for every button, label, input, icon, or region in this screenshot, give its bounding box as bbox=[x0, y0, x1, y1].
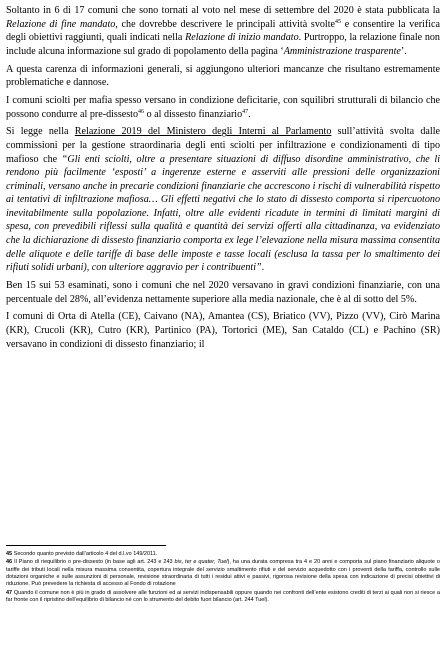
paragraph-relazione-2019: Si legge nella Relazione 2019 del Ministero degli Interni al Parlamento sull’attività svolta dalle commissioni per la gestione straordinaria degli enti sciolti per infiltrazione e condizionamenti di tipo mafioso che “Gli enti sciolti, oltre a presentare situazioni di diffuso disordine amministrativo, che li rendono più facilmente ‘esposti’ a ingerenze esterne e asserviti alle pressioni delle organizzazioni criminali, versano anche in precarie condizioni finanziarie che accrescono i rischi di vulnerabilità rispetto ai tentativi di infiltrazione mafiosa… Gli effetti negativi che lo stato di dissesto comporta si ripercuotono inevitabilmente sulla popolazione. Infatti, oltre alle evidenti ricadute in termini di limitati margini di spesa, con prevedibili riflessi sulla qualità e quantità dei servizi offerti alla cittadinanza, va evidenziato che la dichiarazione di dissesto finanziario comporta ex lege l’elevazione nella misura massima consentita delle aliquote e delle tariffe di base delle imposte e tasse locali (esclusa la tassa per lo smaltimento dei rifiuti solidi urbani), con ulteriore aggravio per i contribuenti”. bbox=[6, 126, 440, 274]
ministry-quote: “Gli enti sciolti, oltre a presentare situazioni di diffuso disordine amministrativo, che li rendono più facilmente ‘esposti’ a ingerenze esterne e asserviti alle pressioni delle organizzazioni criminali, versano anche in precarie condizioni finanziarie che accrescono i rischi di vulnerabilità rispetto ai tentativi di infiltrazione mafiosa… Gli effetti negativi che lo stato di dissesto comporta si ripercuotono inevitabilmente sulla popolazione. Infatti, oltre alle evidenti ricadute in termini di limitati margini di spesa, con prevedibili riflessi sulla qualità e quantità dei servizi offerti alla cittadinanza, va evidenziato che la dichiarazione di dissesto finanziario comporta ex lege l’elevazione nella misura massima consentita delle aliquote e delle tariffe di base delle imposte e tasse locali (esclusa la tassa per lo smaltimento dei rifiuti solidi urbani), con ulteriore aggravio per i contribuenti” bbox=[6, 153, 440, 274]
footnote-45: 45 Secondo quanto previsto dall’articolo 4 del d.l.vo 149/2011. bbox=[6, 551, 158, 557]
footnote-ref-46[interactable]: 46 bbox=[138, 108, 145, 115]
footnote-47: 47 Quando il comune non è più in grado di assolvere alle funzioni ed ai servizi indispensabili oppure quando nei confronti dell’ente esistono crediti di terzi ai quali non si riesce a far fronte con il ripristino dell’equilibrio di bilancio né con lo strumento del debito fuori bilancio (art. 244 Tuel). bbox=[6, 589, 440, 604]
paragraph-statistiche-comuni: Ben 15 sui 53 esaminati, sono i comuni che nel 2020 versavano in gravi condizioni finanziarie, con una percentuale del 28%, all’evidenza nettamente superiore alla media nazionale, che è al di sotto del 5%. bbox=[6, 280, 440, 305]
paragraph-comuni-sciolti: I comuni sciolti per mafia spesso versano in condizione deficitarie, con squilibri strutturali di bilancio che possono condurre al pre-dissesto$^{46}$ o al dissesto finanziario$^{47}$. bbox=[6, 94, 440, 120]
relazione-fine-mandato-title: Relazione di fine mandato bbox=[6, 18, 116, 30]
paragraph-relazione-fine-mandato: Soltanto in 6 di 17 comuni che sono tornati al voto nel mese di settembre del 2020 è stata pubblicata la Relazione di fine mandato, che dovrebbe descrivere le principali attività svolte$^{45}$ e consentire la verifica degli obiettivi raggiunti, quali indicati nella Relazione di inizio mandato. Purtroppo, la relazione finale non include alcuna informazione sul grado di popolamento della pagina ‘Amministrazione trasparente’. bbox=[6, 5, 440, 57]
document-body bbox=[6, 4, 440, 355]
footnote-divider bbox=[6, 545, 166, 546]
footnote-46: 46 Il Piano di riequilibrio o pre-dissesto (in base agli art. 243 e 243 bis, ter e quater, Tuel), ha una durata compresa tra 4 e 20 anni e comporta sul piano finanziario aliquote o tariffe dei tributi locali nella misura massima consentita, copertura integrale del servizio smaltimento rifiuti e del servizio acquedotto con i proventi della tariffa, controllo sulle dotazioni organiche e sulle assunzioni di personale, revisione straordinaria di tutti i residui attivi e passivi, rigorosa revisione della spesa con indicazione di precisi obiettivi di riduzione. Può prevedere la richiesta di accesso al Fondo di rotazione bbox=[6, 559, 440, 588]
footnote-ref-45[interactable]: 45 bbox=[335, 18, 342, 25]
amministrazione-trasparente-title: Amministrazione trasparente bbox=[283, 45, 401, 57]
paragraph-elenco-comuni-dissesto: I comuni di Orta di Atella (CE), Caivano (NA), Amantea (CS), Briatico (VV), Pizzo (VV), Cirò Marina (KR), Crucoli (KR), Cutro (KR), Partinico (PA), Tortorici (ME), San Cataldo (CL) e Pachino (SR) versavano in condizioni di dissesto finanziario; il bbox=[6, 311, 440, 350]
relazione-2019-link[interactable]: Relazione 2019 del Ministero degli Interni al Parlamento bbox=[74, 126, 332, 138]
paragraph-carenza-informazioni: A questa carenza di informazioni generali, si aggiungono ulteriori mancanze che risultano estremamente problematiche e dannose. bbox=[6, 63, 440, 89]
relazione-inizio-mandato-title: Relazione di inizio mandato bbox=[185, 32, 299, 44]
footnote-ref-47[interactable]: 47 bbox=[242, 108, 249, 115]
footnotes-section bbox=[6, 545, 440, 605]
